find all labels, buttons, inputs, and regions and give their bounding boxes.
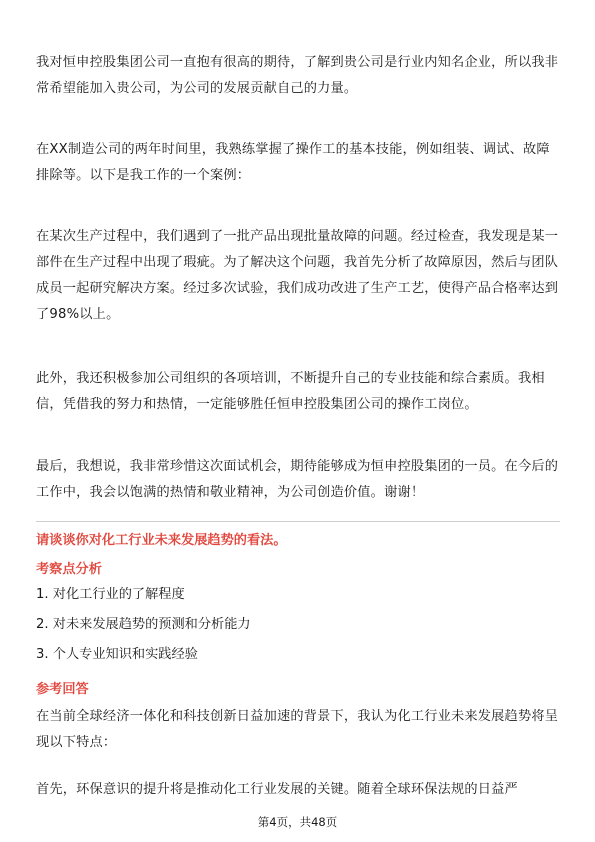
paragraph-training: 此外，我还积极参加公司组织的各项培训，不断提升自己的专业技能和综合素质。我相信，凭借我的努力和热情，一定能够胜任恒申控股集团公司的操作工岗位。 bbox=[36, 371, 545, 412]
analysis-item: 1. 对化工行业的了解程度 bbox=[36, 587, 185, 602]
analysis-item: 2. 对未来发展趋势的预测和分析能力 bbox=[36, 617, 251, 632]
section-divider bbox=[36, 521, 560, 522]
answer-paragraph-first-point: 首先，环保意识的提升将是推动化工行业发展的关键。随着全球环保法规的日益严 bbox=[36, 782, 518, 797]
analysis-heading: 考察点分析 bbox=[36, 562, 102, 577]
paragraph-expectation: 我对恒申控股集团公司一直抱有很高的期待，了解到贵公司是行业内知名企业，所以我非常希望能加入贵公司，为公司的发展贡献自己的力量。 bbox=[36, 55, 559, 96]
answer-heading: 参考回答 bbox=[36, 682, 89, 697]
paragraph-experience: 在XX制造公司的两年时间里，我熟练掌握了操作工的基本技能，例如组装、调试、故障排除等。以下是我工作的一个案例： bbox=[36, 142, 550, 183]
answer-paragraph-intro: 在当前全球经济一体化和科技创新日益加速的背景下，我认为化工行业未来发展趋势将呈现以下特点： bbox=[36, 709, 559, 750]
question-heading: 请谈谈你对化工行业未来发展趋势的看法。 bbox=[36, 533, 287, 548]
analysis-item: 3. 个人专业知识和实践经验 bbox=[36, 647, 198, 662]
paragraph-closing: 最后，我想说，我非常珍惜这次面试机会，期待能够成为恒申控股集团的一员。在今后的工作中，我会以饱满的热情和敬业精神，为公司创造价值。谢谢！ bbox=[36, 459, 559, 500]
paragraph-case: 在某次生产过程中，我们遇到了一批产品出现批量故障的问题。经过检查，我发现是某一部件在生产过程中出现了瑕疵。为了解决这个问题，我首先分析了故障原因，然后与团队成员一起研究解决方案。经过多次试验，我们成功改进了生产工艺，使得产品合格率达到了98%以上。 bbox=[36, 229, 559, 322]
page-number-footer: 第4页，共48页 bbox=[257, 815, 338, 829]
